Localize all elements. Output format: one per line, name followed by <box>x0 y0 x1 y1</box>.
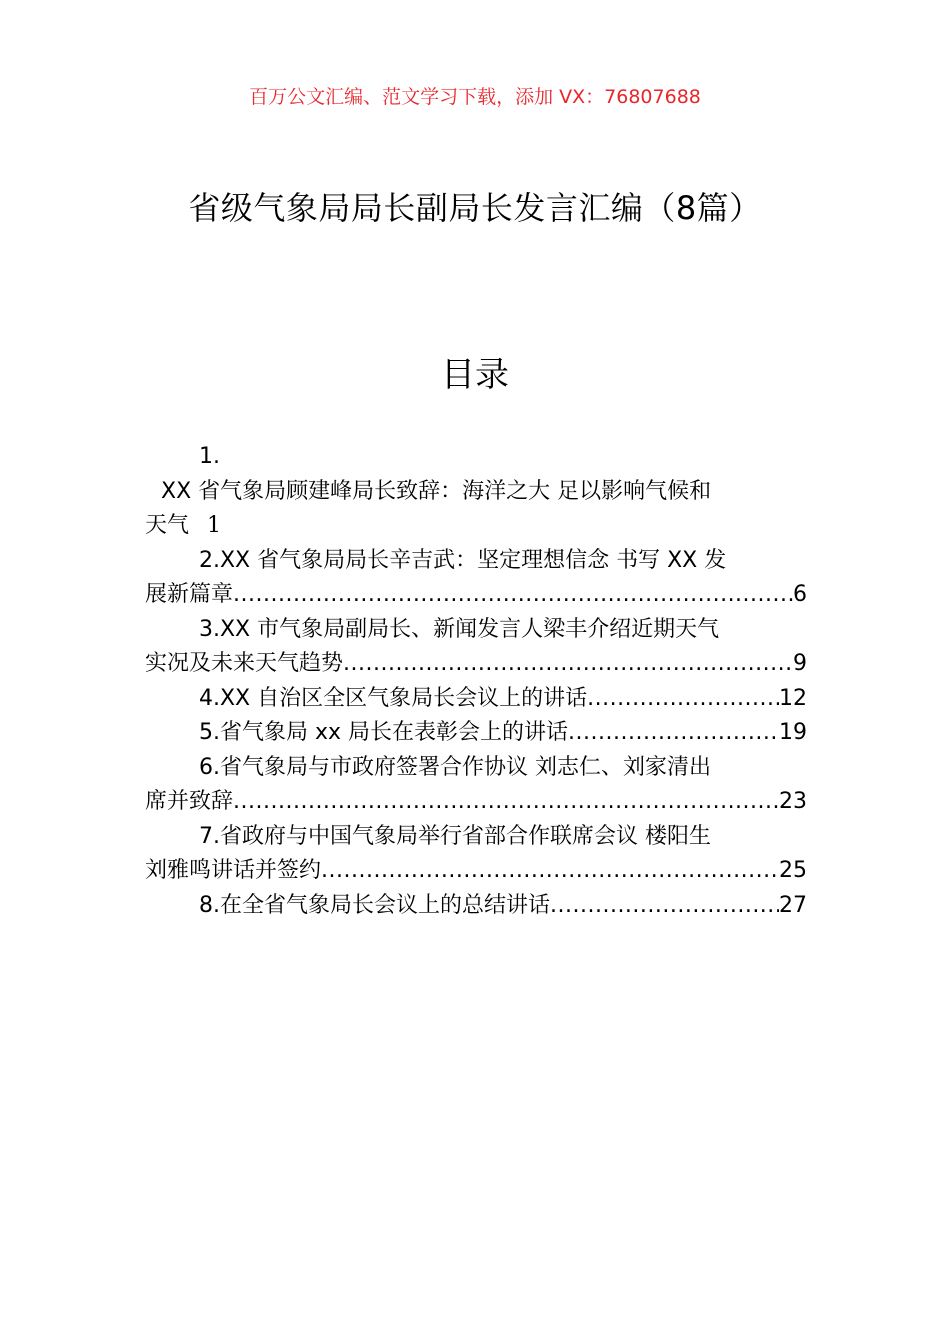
toc-entry-3-title-line2: 实况及未来天气趋势 <box>145 651 344 676</box>
toc-entry-6-title-line2: 席并致辞 <box>145 789 234 814</box>
toc-entry-5-title: 5.省气象局 xx 局长在表彰会上的讲话 <box>199 720 569 745</box>
toc-entry-7-leader <box>321 854 779 889</box>
toc-entry-2-title-line2: 展新篇章 <box>145 582 234 607</box>
toc-entry-2-leader <box>233 578 793 613</box>
toc-entry-5[interactable] <box>145 716 807 751</box>
toc-entry-6-leader <box>233 785 779 820</box>
toc-entry-5-leader <box>568 716 779 751</box>
toc-entry-3-leader <box>343 647 793 682</box>
toc-entry-7-page: 25 <box>779 858 807 883</box>
toc-entry-4-page: 12 <box>779 685 807 711</box>
toc-entry-7[interactable] <box>145 820 807 889</box>
toc-entry-1-page: 1 <box>207 513 222 538</box>
toc-entry-8-title: 8.在全省气象局长会议上的总结讲话 <box>199 892 550 918</box>
toc-entry-5-page: 19 <box>779 720 807 745</box>
toc-entry-2[interactable] <box>145 544 807 613</box>
document-title: 省级气象局局长副局长发言汇编（8篇） <box>188 189 762 227</box>
toc-entry-1[interactable] <box>145 440 807 544</box>
toc-entry-4-leader <box>587 682 779 717</box>
toc-entry-4-title: 4.XX 自治区全区气象局长会议上的讲话 <box>199 685 588 711</box>
toc-entry-2-title-line1: 2.XX 省气象局局长辛吉武：坚定理想信念 书写 XX 发 <box>199 547 727 573</box>
toc-entry-6-page: 23 <box>779 789 807 814</box>
toc-entry-4[interactable] <box>145 682 807 717</box>
toc-entry-7-title-line2: 刘雅鸣讲话并签约 <box>145 858 322 883</box>
toc-entry-1-title-line1: XX 省气象局顾建峰局长致辞：海洋之大 足以影响气候和 <box>161 478 712 504</box>
toc-entry-1-title-line2: 天气 <box>145 513 190 538</box>
toc-entry-8-page: 27 <box>779 892 807 918</box>
toc-entry-1-number: 1. <box>199 444 220 469</box>
toc-entry-7-title-line1: 7.省政府与中国气象局举行省部合作联席会议 楼阳生 <box>199 823 711 849</box>
toc-entry-8-leader <box>550 889 779 924</box>
table-of-contents <box>145 440 807 923</box>
toc-heading: 目录 <box>441 355 509 395</box>
toc-entry-3[interactable] <box>145 613 807 682</box>
toc-entry-3-title-line1: 3.XX 市气象局副局长、新闻发言人梁丰介绍近期天气 <box>199 616 720 642</box>
promo-header: 百万公文汇编、范文学习下载，添加 VX：76807688 <box>249 86 701 108</box>
toc-entry-2-page: 6 <box>793 582 807 607</box>
toc-entry-6[interactable] <box>145 751 807 820</box>
toc-entry-8[interactable] <box>145 889 807 924</box>
toc-entry-6-title-line1: 6.省气象局与市政府签署合作协议 刘志仁、刘家清出 <box>199 754 711 780</box>
toc-entry-3-page: 9 <box>793 651 807 676</box>
